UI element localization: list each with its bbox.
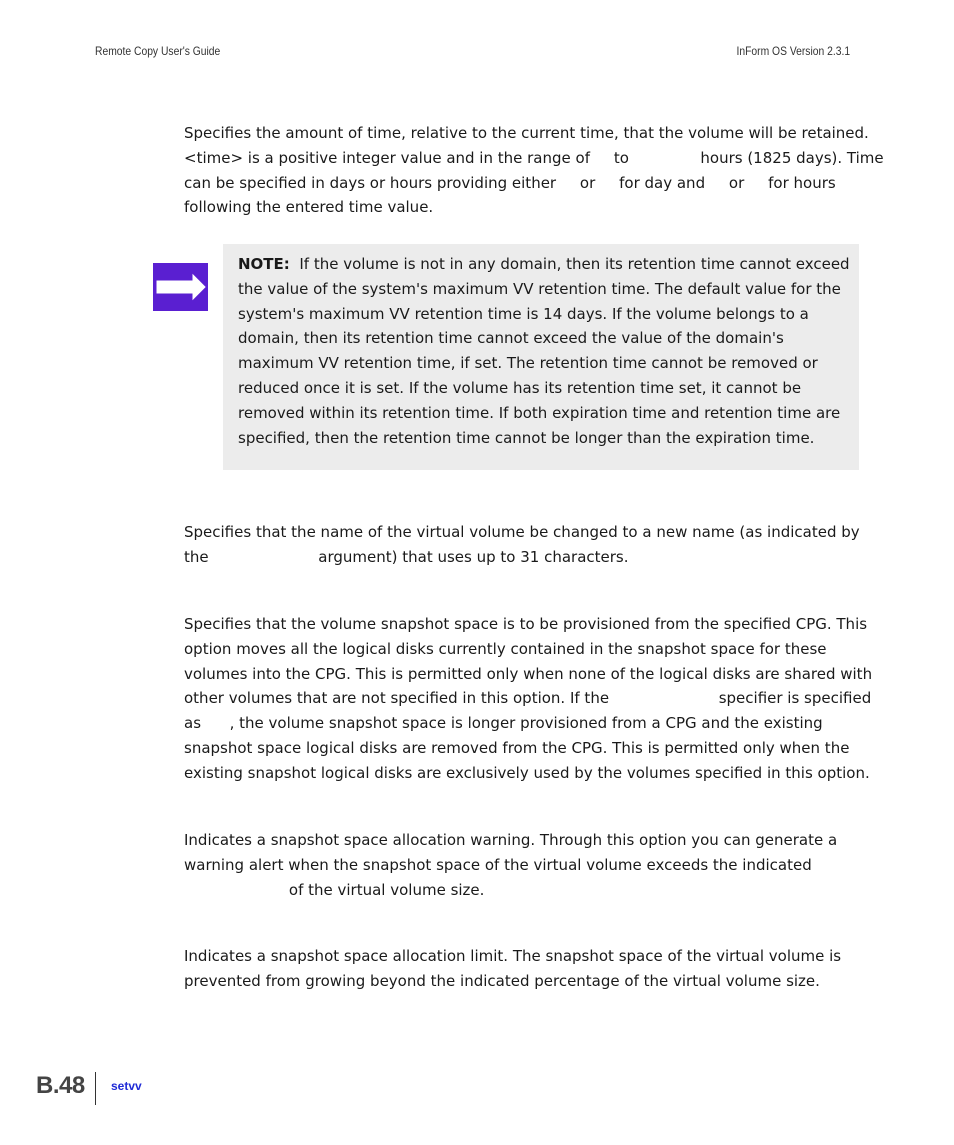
snp-cpg-line: existing snapshot logical disks are exclusively used by the volumes specified in this option. (184, 763, 870, 782)
retain-line: can be specified in days or hours providing either or for day and or for hours (184, 173, 836, 192)
retain-line: following the entered time value. (184, 198, 434, 217)
note-line: system's maximum VV retention time is 14 days. If the volume belongs to a (238, 304, 809, 323)
snp-aw-description (184, 828, 860, 902)
snp-cpg-line: other volumes that are not specified in this option. If the specifier is specified (184, 689, 872, 708)
footer-divider (95, 1072, 96, 1105)
snp-cpg-line: option moves all the logical disks currently contained in the snapshot space for these (184, 639, 827, 658)
note-label: NOTE: (238, 255, 290, 273)
footer-command-link[interactable]: setvv (111, 1079, 142, 1093)
note-text (238, 252, 853, 450)
retain-line: Specifies the amount of time, relative to the current time, that the volume will be retained. (184, 124, 869, 142)
name-line: Specifies that the name of the virtual volume be changed to a new name (as indicated by (184, 523, 860, 541)
snp-al-line: Indicates a snapshot space allocation limit. The snapshot space of the virtual volume is (184, 947, 842, 965)
retain-line: <time> is a positive integer value and in the range of to hours (1825 days). Time (184, 148, 884, 167)
note-line: domain, then its retention time cannot exceed the value of the domain's (238, 329, 784, 348)
snp-cpg-description (184, 612, 873, 786)
snp-aw-line: warning alert when the snapshot space of the virtual volume exceeds the indicated (184, 855, 812, 874)
retain-description (184, 121, 884, 220)
note-line: removed within its retention time. If both expiration time and retention time are (238, 403, 841, 422)
snp-cpg-line: volumes into the CPG. This is permitted only when none of the logical disks are shared with (184, 664, 873, 683)
snp-aw-line: Indicates a snapshot space allocation warning. Through this option you can generate a (184, 831, 838, 849)
header-version: InForm OS Version 2.3.1 (736, 44, 850, 58)
page-number: B.48 (36, 1072, 85, 1099)
name-line: the argument) that uses up to 31 characters. (184, 547, 629, 566)
note-line: the value of the system's maximum VV retention time. The default value for the (238, 279, 841, 298)
snp-cpg-line: as , the volume snapshot space is longer provisioned from a CPG and the existing (184, 714, 823, 733)
header-guide-title: Remote Copy User's Guide (95, 44, 221, 58)
note-arrow-icon (153, 263, 208, 311)
snp-cpg-line: Specifies that the volume snapshot space is to be provisioned from the specified CPG. This (184, 615, 868, 633)
snp-al-line: prevented from growing beyond the indicated percentage of the virtual volume size. (184, 971, 820, 990)
note-line: reduced once it is set. If the volume has its retention time set, it cannot be (238, 378, 802, 397)
note-line: specified, then the retention time cannot be longer than the expiration time. (238, 428, 815, 447)
note-line: If the volume is not in any domain, then its retention time cannot exceed (299, 255, 850, 273)
name-description (184, 520, 860, 570)
snp-al-description (184, 944, 860, 994)
snp-aw-line: of the virtual volume size. (184, 880, 485, 899)
snp-cpg-line: snapshot space logical disks are removed from the CPG. This is permitted only when the (184, 738, 850, 757)
note-line: maximum VV retention time, if set. The retention time cannot be removed or (238, 354, 818, 373)
